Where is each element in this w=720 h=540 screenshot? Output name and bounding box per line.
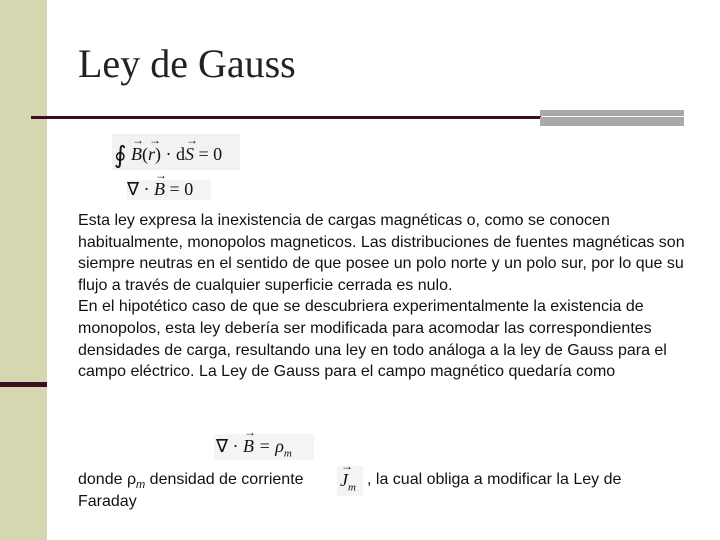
equation-divergence: ∇ · → B = 0 [127,180,211,200]
footer-text: donde $\rho_m$ densidad de corriente [78,471,304,492]
title-rule-accent-2 [540,117,684,126]
left-decorative-band [0,0,47,540]
slide-title: Ley de Gauss [78,41,296,86]
paragraph-2: En el hipotético caso de que se descubriera experimentalmente la existencia de monopolos, esta ley debería ser modificada para acomodar las correspondientes densidades de carga, resultando una ley en todo análoga a la ley de Gauss para el campo eléctrico. La Ley de Gauss para el campo magnético quedaría como [78,298,667,381]
footer-text-tail: , la cual obliga a modificar la Ley de [367,471,622,488]
footer-text-line2: Faraday [78,493,137,510]
title-rule-accent [540,110,684,116]
left-accent-bar [0,382,47,387]
equation-integral: ∮ → B(→ r) · d→ S = 0 [112,134,240,170]
slide-body [78,210,698,383]
title-rule [31,116,541,119]
equation-current-density: → $J_m$ [337,466,363,496]
equation-divergence-rho: ∇ · → $B = \rho_m$ [214,434,314,460]
paragraph-1: Esta ley expresa la inexistencia de cargas magnéticas o, como se conocen habitualmente, monopolos magneticos. Las distribuciones de fuentes magnéticas son siempre neutras en el sentido de que posee un polo norte y un polo sur, por lo que su flujo a través de cualquier superficie cerrada es nulo. [78,212,685,294]
